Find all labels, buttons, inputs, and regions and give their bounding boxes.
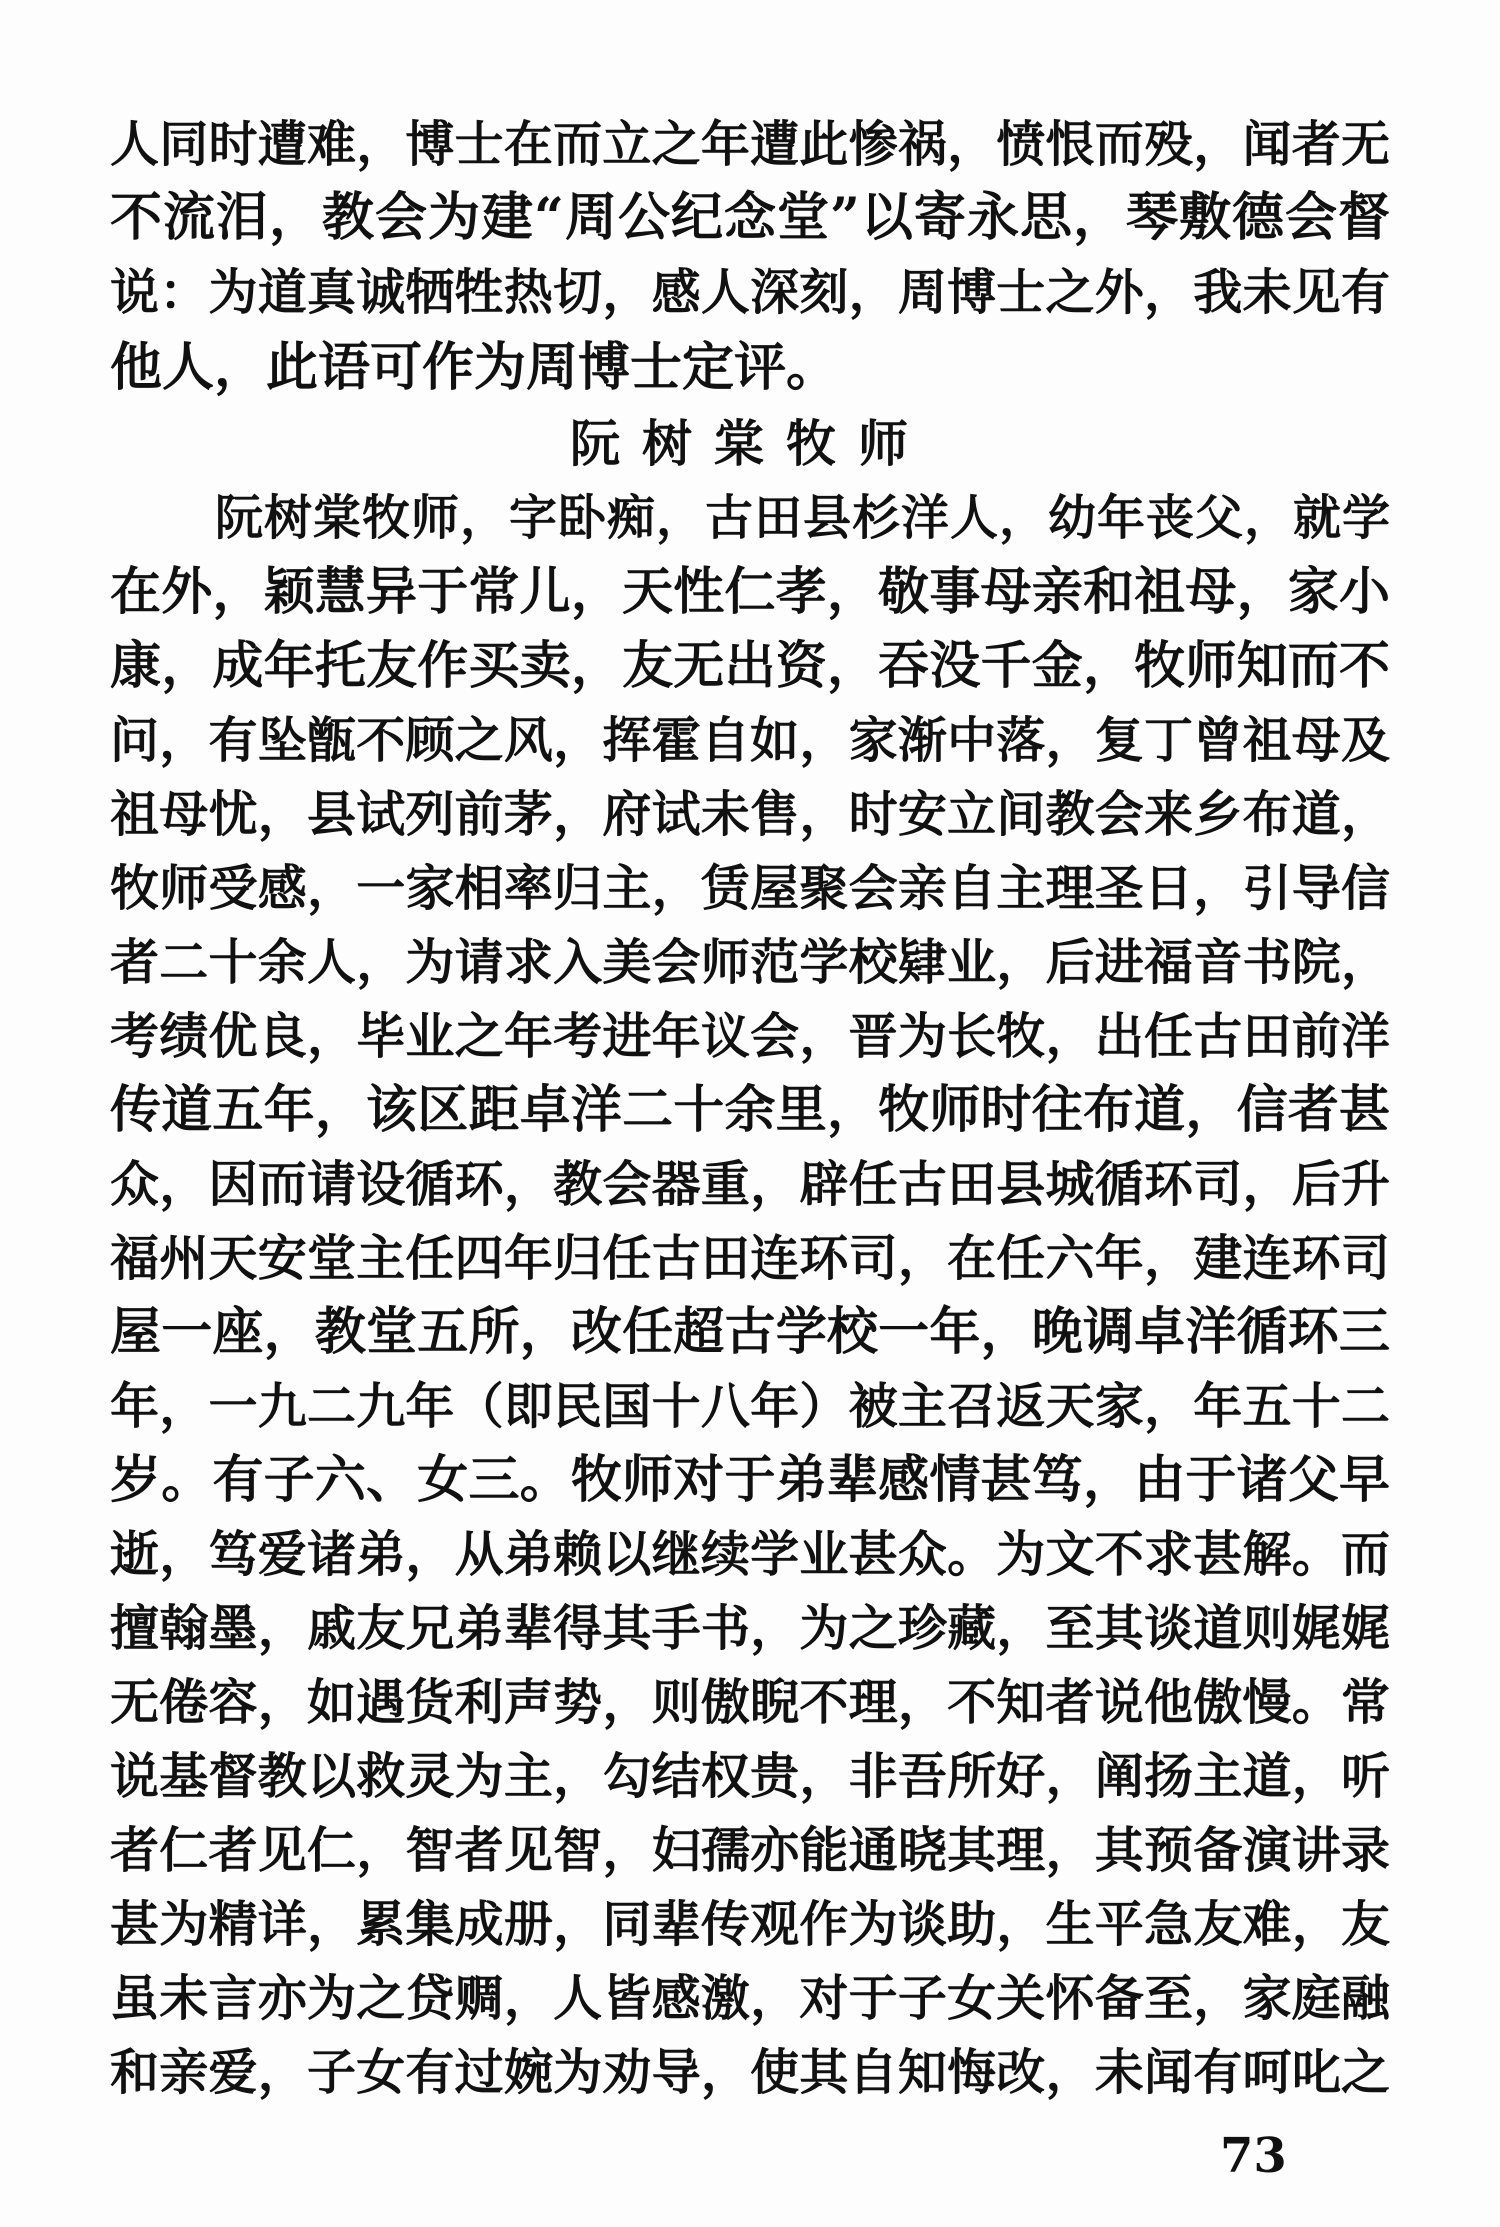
text-line: 无倦容，如遇货利声势，则傲睨不理，不知者说他傲慢。常 bbox=[110, 1673, 1390, 1731]
text-line: 岁。有子六、女三。牧师对于弟辈感情甚笃，由于诸父早 bbox=[110, 1450, 1390, 1510]
text-line: 他人，此语可作为周博士定评。 bbox=[110, 337, 839, 398]
text-line: 说基督教以救灵为主，勾结权贵，非吾所好，阐扬主道，听 bbox=[110, 1747, 1390, 1805]
text-line: 众，因而请设循环，教会器重，辟任古田县城循环司，后升 bbox=[110, 1155, 1390, 1213]
text-line: 和亲爱，子女有过婉为劝导，使其自知悔改，未闻有呵叱之 bbox=[110, 2043, 1390, 2101]
text-line: 屋一座，教堂五所，改任超古学校一年，晚调卓洋循环三 bbox=[110, 1302, 1390, 1362]
text-line: 擅翰墨，戚友兄弟辈得其手书，为之珍藏，至其谈道则娓娓 bbox=[110, 1599, 1390, 1657]
text-line: 牧师受感，一家相率归主，赁屋聚会亲自主理圣日，引导信 bbox=[110, 859, 1390, 917]
text-line: 传道五年，该区距卓洋二十余里，牧师时往布道，信者甚 bbox=[110, 1080, 1390, 1140]
text-line: 康，成年托友作买卖，友无出资，吞没千金，牧师知而不 bbox=[110, 636, 1390, 696]
text-line: 考绩优良，毕业之年考进年议会，晋为长牧，出任古田前洋 bbox=[110, 1007, 1390, 1065]
text-line: 祖母忧，县试列前茅，府试未售，时安立间教会来乡布道， bbox=[110, 785, 1390, 843]
text-line: 逝，笃爱诸弟，从弟赖以继续学业甚众。为文不求甚解。而 bbox=[110, 1525, 1390, 1583]
text-line: 说：为道真诚牺牲热切，感人深刻，周博士之外，我未见有 bbox=[110, 263, 1390, 321]
text-line: 福州天安堂主任四年归任古田连环司，在任六年，建连环司 bbox=[110, 1229, 1390, 1287]
section-title: 阮树棠牧师 bbox=[570, 415, 930, 473]
text-line: 在外，颖慧异于常儿，天性仁孝，敬事母亲和祖母，家小 bbox=[110, 562, 1390, 622]
text-line: 者二十余人，为请求入美会师范学校肄业，后进福音书院， bbox=[110, 933, 1390, 991]
text-line: 者仁者见仁，智者见智，妇孺亦能通晓其理，其预备演讲录 bbox=[110, 1821, 1390, 1879]
text-line: 不流泪，教会为建“周公纪念堂”以寄永思，琴敷德会督 bbox=[110, 187, 1390, 248]
text-line: 问，有坠甑不顾之风，挥霍自如，家渐中落，复丁曾祖母及 bbox=[110, 711, 1390, 769]
text-line: 虽未言亦为之贷赒，人皆感激，对于子女关怀备至，家庭融 bbox=[110, 1969, 1390, 2027]
text-line: 年，一九二九年（即民国十八年）被主召返天家，年五十二 bbox=[110, 1377, 1390, 1435]
text-line: 阮树棠牧师，字卧痴，古田县杉洋人，幼年丧父，就学 bbox=[215, 490, 1390, 546]
page-number: 73 bbox=[1220, 2128, 1287, 2184]
text-line: 人同时遭难，博士在而立之年遭此惨祸，愤恨而殁，闻者无 bbox=[110, 115, 1390, 173]
text-line: 甚为精详，累集成册，同辈传观作为谈助，生平急友难，友 bbox=[110, 1895, 1390, 1953]
